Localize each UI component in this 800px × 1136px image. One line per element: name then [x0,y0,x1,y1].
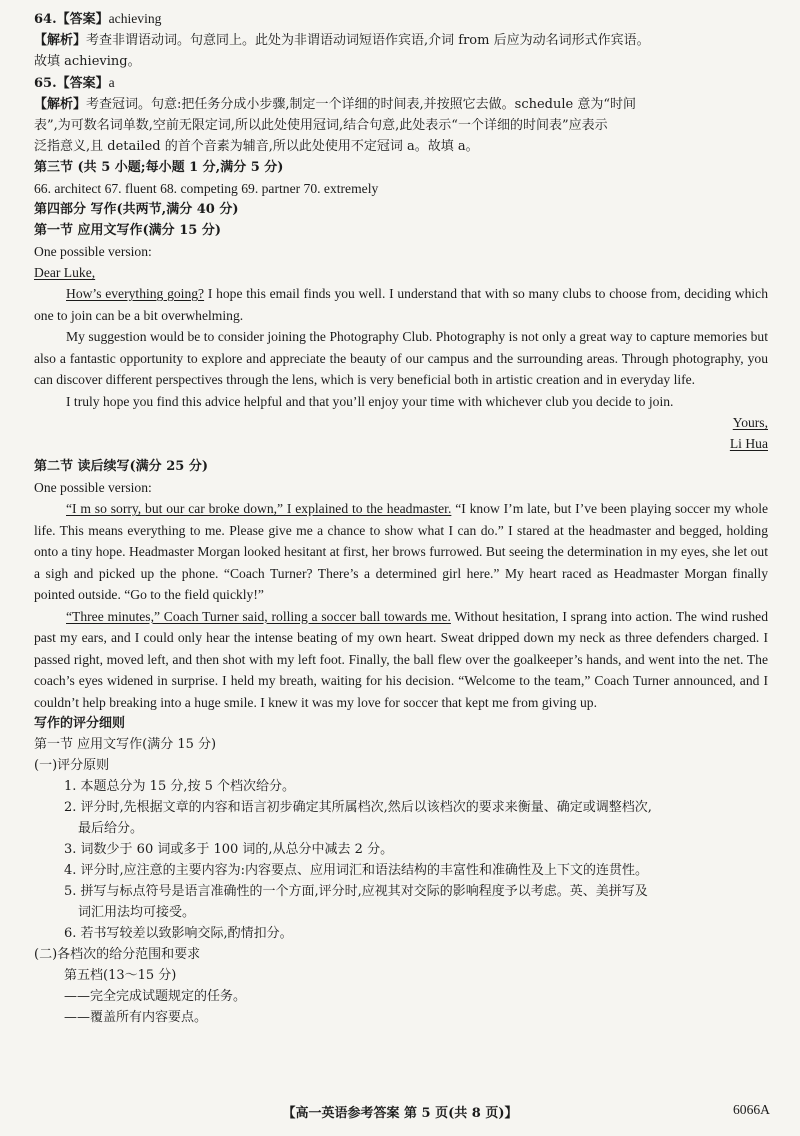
part4-section1-heading: 第一节 应用文写作(满分 15 分) [34,223,221,238]
rubric-heading: 写作的评分细则 [34,716,126,731]
letter-paragraph-2: My suggestion would be to consider joining the Photography Club. Photography is not only a great way to capture memories but also a fantastic opportunity to explore and appreciate the beauty of our campus and the surrounding areas. Through photography, you can discover different perspectives through the lens, which is very beneficial both in artistic creation and in everyday life. [34,329,768,387]
rubric-item-5-line1: 5. 拼写与标点符号是语言准确性的一个方面,评分时,应视其对交际的影响程度予以考虑。英、美拼写及 [64,884,648,899]
rubric-item-3: 3. 词数少于 60 词或多于 100 词的,从总分中减去 2 分。 [64,842,394,857]
rubric-item-2-line1: 2. 评分时,先根据文章的内容和语言初步确定其所属档次,然后以该档次的要求来衡量、确定或调整档次, [64,800,652,815]
story-paragraph-1-rest: “I know I’m late, but I’ve been playing soccer my whole life. This means everything to me. Please give me a chance to show what I can do.” I stared at the headmaster and begged, holding onto a tiny hope. Headmaster Morgan looked hesitant at first, her brows furrowed. But seeing the determination in my eyes, she let out a sigh and picked up the phone. “Coach Turner? There’s a determined girl here.” My heart raced as Headmaster Morgan finally pointed outside. “Go to the field quickly!” [34,501,769,602]
letter-signature [34,433,768,454]
rubric-level-5: 第五档(13～15 分) [64,968,177,983]
q65-explanation-line1 [34,94,768,115]
footer-code: 6066A [732,1102,770,1117]
rubric-item-5-line2: 词汇用法均可接受。 [78,905,196,920]
q65-explanation-text: 考查冠词。句意:把任务分成小步骤,制定一个详细的时间表,并按照它去做。schedule 意为“时间 [86,97,637,112]
rubric-item-4: 4. 评分时,应注意的主要内容为:内容要点、应用词汇和语法结构的丰富性和准确性及上下文的连贯性。 [64,863,649,878]
rubric-level-5-req-1: ——完全完成试题规定的任务。 [64,989,247,1004]
letter-paragraph-1 [34,283,768,326]
letter-closing-text: Yours, [732,415,768,430]
story-paragraph-2-opening: “Three minutes,” Coach Turner said, rolling a soccer ball towards me. [66,608,451,624]
rubric-item-2-line2: 最后给分。 [78,821,144,836]
letter-closing [34,412,768,433]
q64-explanation-line2: 故填 achieving。 [34,54,141,69]
q64-answer-value: achieving [108,11,162,26]
q65-explanation-label: 【解析】 [34,97,87,112]
part4-version-label: One possible version: [34,244,152,259]
rubric-item-1: 1. 本题总分为 15 分,按 5 个档次给分。 [64,779,296,794]
footer-page-label: 【高一英语参考答案 第 5 页(共 8 页)】 [282,1106,518,1121]
letter-signature-text: Li Hua [729,436,768,451]
part4-heading: 第四部分 写作(共两节,满分 40 分) [34,202,239,217]
q65-explanation-line3: 泛指意义,且 detailed 的首个音素为辅音,所以此处使用不定冠词 a。故填 a。 [34,139,479,154]
q65-answer-label: 65.【答案】 [34,76,109,91]
q65-answer-value: a [108,75,115,90]
letter-greeting [34,262,768,283]
section3-heading: 第三节 (共 5 小题;每小题 1 分,满分 5 分) [34,160,284,175]
q65-explanation-line2: 表”,为可数名词单数,空前无限定词,所以此处使用冠词,结合句意,此处表示“一个详细的时间表”应表示 [34,118,608,133]
section3-answers: 66. architect 67. fluent 68. competing 69. partner 70. extremely [34,181,379,196]
letter-greeting-text: Dear Luke, [34,265,96,280]
q64-answer-line [34,8,768,30]
letter-opening-sentence: How’s everything going? [66,286,205,301]
q64-explanation-text: 考查非谓语动词。句意同上。此处为非谓语动词短语作宾语,介词 from 后应为动名词形式作宾语。 [86,33,650,48]
q64-explanation-line1 [34,30,768,51]
rubric-section1-heading: 第一节 应用文写作(满分 15 分) [34,737,217,752]
story-paragraph-2-rest: Without hesitation, I sprang into action. The wind rushed past my ears, and I could only hear the intense beating of my own heart. Sweat dripped down my neck as three defenders charged. I passed right, moved left, and then shot with my left foot. Finally, the ball flew over the goalkeeper’s hands, and went into the net. The coach’s eyes widened in surprise. I held my breath, waiting for his decision. “Welcome to the team,” Coach Turner announced, and I couldn’t help breaking into a huge smile. I knew it was my love for soccer that kept me from giving up. [34,608,768,710]
letter-paragraph-3: I truly hope you find this advice helpful and that you’ll enjoy your time with whichever club you decide to join. [66,393,674,409]
rubric-level-5-req-2: ——覆盖所有内容要点。 [64,1010,208,1025]
q65-answer-line [34,72,768,94]
rubric-item-6: 6. 若书写较差以致影响交际,酌情扣分。 [64,926,293,941]
q64-answer-label: 64.【答案】 [34,12,109,27]
letter-paragraph-1-rest: I hope this email finds you well. I understand that with so many clubs to choose from, deciding which one to join can be a bit overwhelming. [34,286,768,323]
story-paragraph-1 [34,498,768,606]
story-paragraph-2 [34,606,768,714]
q64-explanation-label: 【解析】 [34,33,87,48]
section2-heading: 第二节 读后续写(满分 25 分) [34,459,208,474]
story-paragraph-1-opening: “I m so sorry, but our car broke down,” I explained to the headmaster. [66,501,452,516]
rubric-levels-heading: (二)各档次的给分范围和要求 [34,947,201,962]
page-footer [0,1102,800,1122]
rubric-principles-heading: (一)评分原则 [34,758,110,773]
section2-version-label: One possible version: [34,480,152,495]
